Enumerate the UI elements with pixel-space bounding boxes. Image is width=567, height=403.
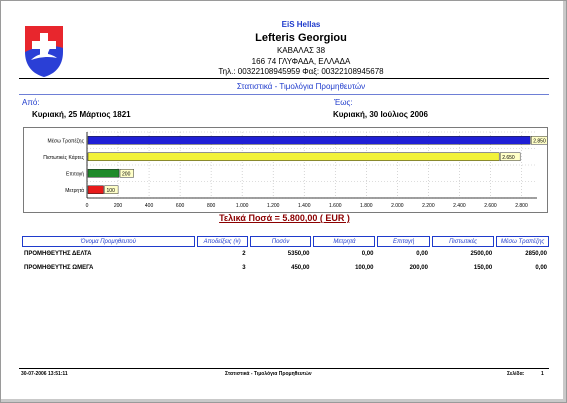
- x-tick-label: 1.400: [297, 203, 311, 209]
- footer-divider: [19, 368, 549, 369]
- x-tick-label: 2.600: [484, 203, 497, 209]
- check-cell: 200,00: [409, 265, 428, 271]
- x-tick-label: 2.400: [453, 203, 466, 209]
- report-title: Στατιστικά - Τιμολόγια Προμηθευτών: [236, 82, 366, 91]
- category-label: Πιστωτικές Κάρτες: [43, 154, 84, 161]
- cash-cell: 0,00: [361, 251, 374, 257]
- x-tick-label: 600: [175, 203, 185, 209]
- amount-cell: 5350,00: [287, 251, 310, 257]
- x-tick-label: 1.800: [360, 203, 373, 209]
- x-tick-label: 2.200: [422, 203, 435, 209]
- cash-cell: 100,00: [355, 265, 374, 271]
- col-receipts: Αποδείξεις (#): [197, 236, 248, 247]
- x-tick-label: 200: [113, 203, 123, 209]
- table-row: [22, 247, 549, 261]
- footer-page-number: 1: [541, 371, 544, 377]
- person-name: Lefteris Georgiou: [255, 32, 347, 44]
- category-label: Μέσω Τραπέζης: [47, 138, 84, 145]
- company-name: EiS Hellas: [281, 20, 321, 29]
- category-label: Επιταγή: [66, 171, 84, 178]
- value-label: 100: [106, 187, 115, 194]
- table-row: [22, 261, 549, 275]
- to-label: Έως:: [334, 98, 353, 107]
- payment-method-chart: [23, 127, 548, 213]
- col-amount: Ποσόν: [250, 236, 312, 247]
- supplier-table: [20, 236, 551, 275]
- col-credit: Πιστωτικές: [432, 236, 494, 247]
- from-label: Από:: [22, 98, 40, 107]
- footer-datetime: 30-07-2006 13:51:11: [21, 371, 68, 377]
- footer-page-label: Σελίδα:: [507, 371, 525, 377]
- credit-cell: 2500,00: [470, 251, 493, 257]
- category-label: Μετρητά: [65, 187, 84, 194]
- x-tick-label: 2.800: [515, 203, 528, 209]
- x-tick-label: 0: [85, 203, 89, 209]
- col-supplier-name: Όνομα Προμηθευτού: [22, 236, 195, 247]
- header-divider: [19, 78, 549, 79]
- value-label: 2.850: [533, 138, 546, 145]
- bar: [88, 169, 119, 177]
- chart-canvas: [24, 128, 547, 212]
- title-divider: [19, 94, 549, 95]
- credit-cell: 150,00: [473, 265, 493, 271]
- supplier-name-cell: ΠΡΟΜΗΘΕΥΤΗΣ ΔΕΛΤΑ: [24, 251, 92, 257]
- bar: [88, 186, 104, 194]
- bank-cell: 0,00: [535, 265, 547, 271]
- bar: [88, 136, 530, 144]
- table-header-row: [22, 236, 549, 247]
- x-tick-label: 400: [144, 203, 154, 209]
- to-date: Κυριακή, 30 Ιούλιος 2006: [333, 110, 428, 119]
- x-tick-label: 1.000: [235, 203, 249, 209]
- col-bank: Μέσω Τραπέζης: [496, 236, 549, 247]
- supplier-name-cell: ΠΡΟΜΗΘΕΥΤΗΣ ΩΜΕΓΑ: [24, 265, 94, 271]
- x-tick-label: 800: [206, 203, 216, 209]
- amount-cell: 450,00: [291, 265, 310, 271]
- receipts-cell: 2: [242, 251, 246, 257]
- total-amount: Τελικά Ποσά = 5.800,00 ( EUR ): [219, 213, 350, 223]
- bar: [88, 153, 499, 161]
- receipts-cell: 3: [242, 265, 246, 271]
- x-tick-label: 1.600: [329, 203, 342, 209]
- address-street: ΚΑΒΑΛΑΣ 38: [276, 46, 326, 55]
- company-logo-icon: [21, 22, 67, 78]
- check-cell: 0,00: [416, 251, 428, 257]
- from-date: Κυριακή, 25 Μάρτιος 1821: [32, 110, 131, 119]
- value-label: 200: [122, 171, 131, 178]
- x-tick-label: 2.000: [391, 203, 404, 209]
- x-tick-label: 1.200: [266, 203, 280, 209]
- col-cash: Μετρητά: [313, 236, 375, 247]
- col-check: Επιταγή: [377, 236, 429, 247]
- footer-title: Στατιστικά - Τιμολόγια Προμηθευτών: [225, 371, 312, 377]
- value-label: 2.650: [502, 154, 515, 161]
- address-city: 166 74 ΓΛΥΦΑΔΑ, ΕΛΛΑΔΑ: [251, 57, 351, 66]
- bank-cell: 2850,00: [525, 251, 547, 257]
- phone-fax: Τηλ.: 00322108945959 Φαξ: 00322108945678: [218, 67, 384, 76]
